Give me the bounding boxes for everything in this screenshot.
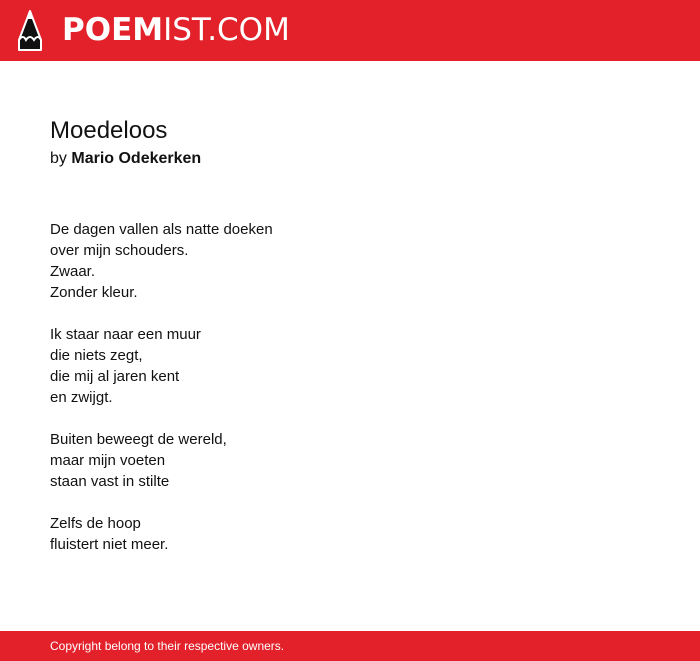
logo-bold-text: POEM	[62, 12, 164, 48]
poem-byline	[50, 149, 201, 169]
poem-line: die mij al jaren kent	[50, 368, 180, 385]
poem-line: Zwaar.	[50, 263, 96, 280]
poem-stanza	[50, 429, 273, 492]
poem-line: die niets zegt,	[50, 347, 143, 364]
copyright-text: Copyright belong to their respective owners.	[50, 639, 285, 653]
logo-light-text: IST.COM	[163, 12, 290, 48]
site-logo-text	[62, 13, 290, 47]
poem-stanza	[50, 219, 273, 303]
poem-line: De dagen vallen als natte doeken	[50, 221, 273, 238]
site-header	[0, 0, 700, 61]
poem-line: maar mijn voeten	[50, 452, 166, 469]
poem-stanza	[50, 513, 273, 555]
byline-label: by	[50, 150, 67, 167]
poem-line: Buiten beweegt de wereld,	[50, 431, 227, 448]
poem-line: en zwijgt.	[50, 389, 113, 406]
poem-author: Mario Odekerken	[71, 150, 202, 167]
poem-stanza	[50, 324, 273, 408]
site-footer	[0, 631, 700, 661]
poem-line: Zelfs de hoop	[50, 515, 141, 532]
poem-line: staan vast in stilte	[50, 473, 170, 490]
poem-title: Moedeloos	[50, 117, 168, 144]
pencil-tip-icon	[17, 10, 43, 52]
poem-line: Ik staar naar een muur	[50, 326, 201, 343]
poem-line: over mijn schouders.	[50, 242, 189, 259]
poem-line: fluistert niet meer.	[50, 536, 169, 553]
poem-line: Zonder kleur.	[50, 284, 138, 301]
poem-body	[50, 219, 273, 576]
